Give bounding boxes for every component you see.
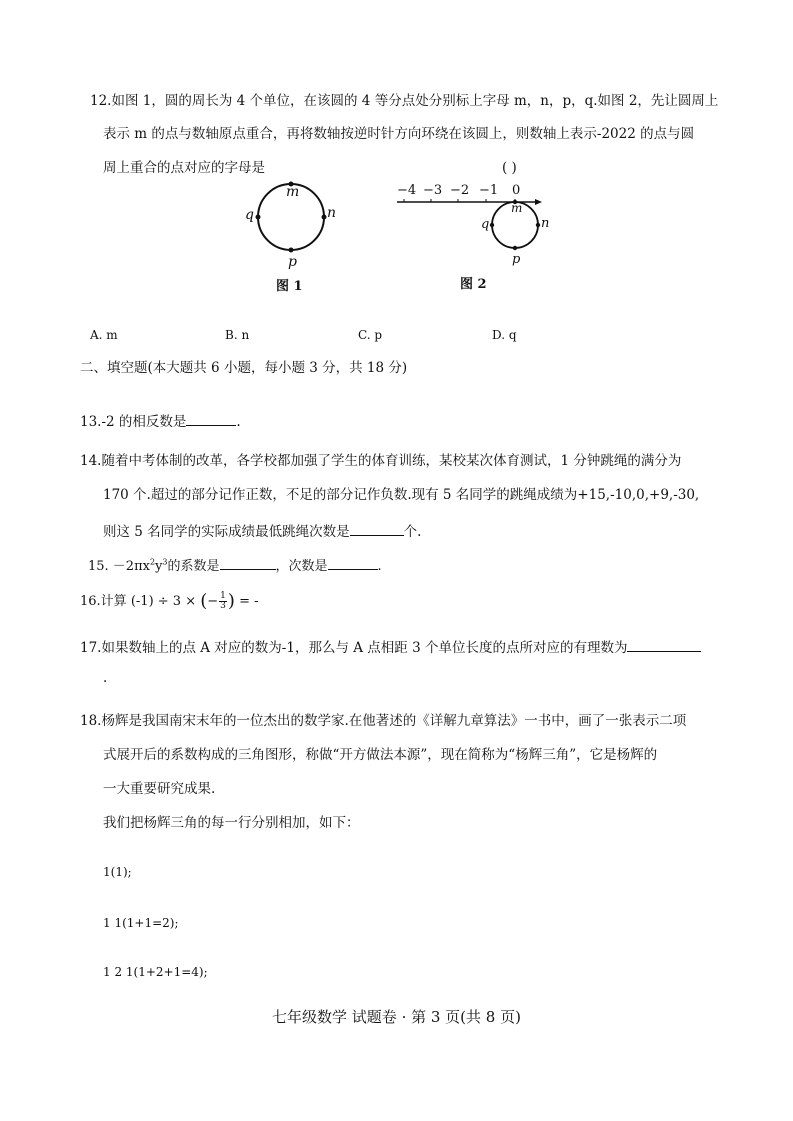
q18-line1: 18.杨辉是我国南宋末年的一位杰出的数学家.在他著述的《详解九章算法》一书中，画了一张表示二项 (80, 713, 687, 729)
fig2-label-m: m (511, 201, 523, 215)
q16-right-paren: ) (227, 590, 235, 612)
q17-line1 (80, 639, 701, 656)
q15-blank-degree[interactable] (328, 557, 378, 570)
q15-mid: y (155, 559, 163, 574)
q14-end: 个. (403, 524, 422, 540)
fig2-tick-0: 0 (512, 183, 521, 198)
q12-line3: 周上重合的点对应的字母是 (103, 160, 265, 176)
fig1-label-q: q (245, 207, 254, 223)
q16-fraction (219, 592, 227, 611)
fig1-label-m: m (286, 184, 300, 200)
q15-prefix: 15. －2πx (88, 559, 150, 574)
q15-text2: ，次数是 (275, 559, 328, 574)
fig1-caption: 图 1 (276, 279, 303, 294)
option-c: C. p (358, 328, 383, 342)
q12-line2: 表示 m 的点与数轴原点重合，再将数轴按逆时针方向环绕在该圆上，则数轴上表示-2022 的点与圆 (103, 126, 695, 142)
q16-prefix: 16.计算 (80, 594, 127, 609)
q13-blank[interactable] (186, 413, 236, 426)
q16-fraction-numerator: 1 (220, 591, 226, 601)
q16-left-paren: ( (200, 590, 208, 612)
q12-line1: 12.如图 1，圆的周长为 4 个单位，在该圆的 4 等分点处分别标上字母 m，n，p，q.如图 2，先让圆周上 (90, 93, 719, 109)
q18-row-1: 1(1); (103, 865, 132, 879)
q15-end: . (377, 559, 382, 574)
q15-blank-coefficient[interactable] (220, 557, 276, 570)
fig2-label-q: q (481, 217, 490, 232)
q18-row-3: 1 2 1(1+2+1=4); (103, 965, 208, 979)
fig1-label-p: p (288, 254, 297, 270)
q15-exp2: 3 (162, 557, 168, 567)
q18-line2: 式展开后的系数构成的三角图形，称做“开方做法本源”，现在简称为“杨辉三角”，它是杨辉的 (103, 747, 658, 763)
q17-blank[interactable] (627, 639, 701, 652)
q13-end: . (236, 414, 241, 430)
q12-answer-paren: ( ) (502, 160, 517, 176)
q13 (80, 413, 241, 430)
option-b: B. n (225, 328, 250, 342)
q14-line2: 170 个.超过的部分记作正数，不足的部分记作负数.现有 5 名同学的跳绳成绩为+15,-10,0,+9,-30, (103, 487, 700, 503)
figure-2-number-line (395, 196, 545, 268)
q17-text: 17.如果数轴上的点 A 对应的数为-1，那么与 A 点相距 3 个单位长度的点所对应的有理数为 (80, 640, 628, 656)
q14-line1: 14.随着中考体制的改革，各学校都加强了学生的体育训练，某校某次体育测试，1 分钟跳绳的满分为 (80, 453, 682, 469)
page-footer: 七年级数学 试题卷 · 第 3 页(共 8 页) (272, 1008, 521, 1026)
fig2-tick-neg4: −4 (397, 183, 417, 198)
option-d: D. q (492, 328, 517, 342)
section-2-title: 二、填空题(本大题共 6 小题，每小题 3 分，共 18 分) (80, 360, 408, 376)
q18-line4: 我们把杨辉三角的每一行分别相加，如下： (103, 815, 360, 831)
q14-blank[interactable] (350, 523, 404, 536)
q16-equals: = - (239, 594, 259, 609)
fig2-label-p: p (512, 252, 521, 267)
q15 (88, 557, 382, 573)
fig2-tick-neg2: −2 (450, 183, 470, 198)
q14-line3 (103, 523, 421, 540)
q17-line2: . (103, 670, 108, 686)
q16 (80, 592, 259, 611)
q16-expression: (-1) ÷ 3 × (130, 594, 197, 609)
q16-fraction-denominator: 3 (220, 601, 226, 611)
option-a: A. m (90, 328, 118, 342)
q13-text: 13.-2 的相反数是 (80, 414, 187, 430)
q16-minus: − (207, 594, 219, 609)
fig2-label-n: n (541, 216, 550, 231)
q15-text1: 的系数是 (167, 559, 220, 574)
q18-row-2: 1 1(1+1=2); (103, 916, 179, 930)
fig2-tick-neg1: −1 (479, 183, 499, 198)
fig2-caption: 图 2 (460, 277, 487, 292)
fig1-label-n: n (327, 205, 337, 221)
q15-exp1: 2 (149, 557, 156, 567)
q14-line3-text: 则这 5 名同学的实际成绩最低跳绳次数是 (103, 524, 350, 540)
q18-line3: 一大重要研究成果. (103, 781, 216, 797)
fig2-tick-neg3: −3 (423, 183, 443, 198)
